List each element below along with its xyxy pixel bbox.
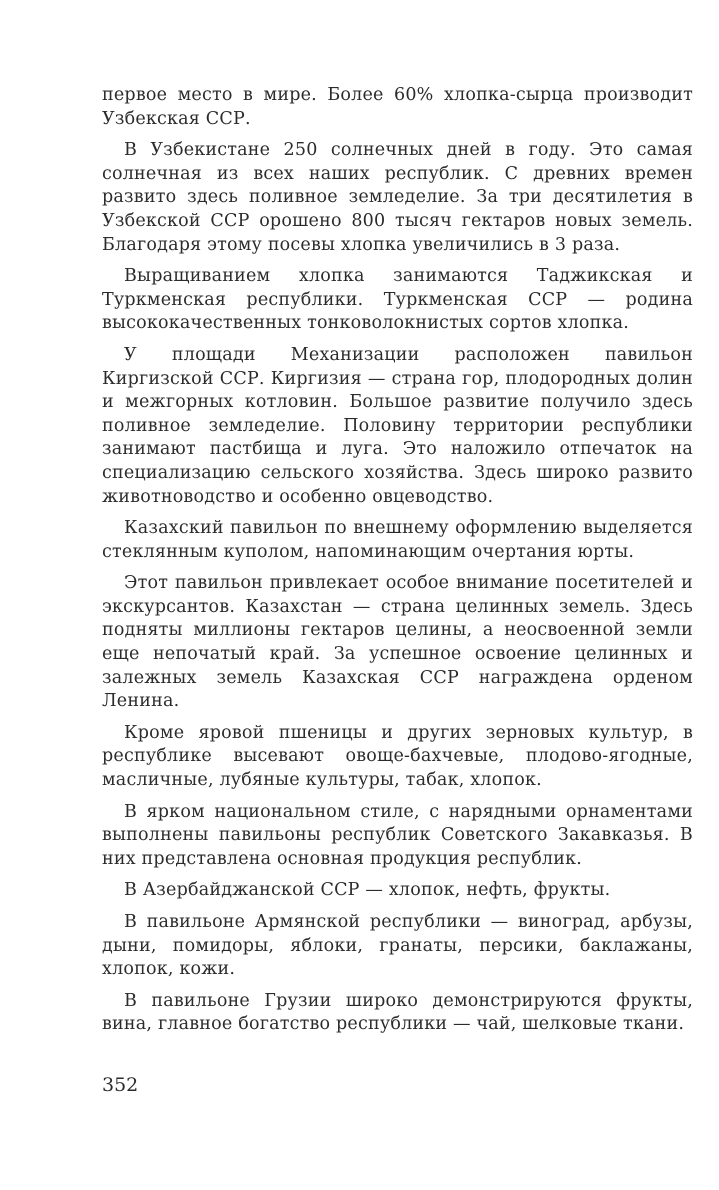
paragraph-kazakh-pavilion: Казахский павильон по внешнему оформлению выделяется стеклянным куполом, напоминающим очертания юрты. [102, 518, 693, 562]
paragraph-azerbaijan: В Азербайджанской ССР — хлопок, нефть, фрукты. [124, 880, 611, 901]
paragraph-armenia: В павильоне Армянской республики — виноград, арбузы, дыни, помидоры, яблоки, гранаты, персики, баклажаны, хлопок, кожи. [102, 912, 693, 980]
paragraph-transcaucasia: В ярком национальном стиле, с нарядными орнаментами выполнены павильоны республик Советского Закавказья. В них представлена основная продукция республик. [102, 801, 693, 869]
paragraph-continuation: первое место в мире. Более 60% хлопка-сырца производит Узбекская ССР. [102, 85, 693, 129]
paragraph-uzbekistan: В Узбекистане 250 солнечных дней в году. Это самая солнечная из всех наших республик. С древних времен развито здесь поливное земледелие. За три десятилетия в Узбекской ССР орошено 800 тысяч гектаров новых земель. Благодаря этому посевы хлопка увеличились в 3 раза. [102, 140, 693, 255]
paragraph-georgia: В павильоне Грузии широко демонстрируются фрукты, вина, главное богатство республики — чай, шелковые ткани. [102, 990, 693, 1035]
paragraph-tajik-turkmen: Выращиванием хлопка занимаются Таджикская и Туркменская республики. Туркменская ССР — родина высококачественных тонковолокнистых сортов хлопка. [102, 266, 693, 334]
paragraph-kyrgyz: У площади Механизации расположен павильон Киргизской ССР. Киргизия — страна гор, плодородных долин и межгорных котловин. Большое развитие получило здесь поливное земледелие. Половину территории республики занимают пастбища и луга. Это наложило отпечаток на специализацию сельского хозяйства. Здесь широко развито животноводство и особенно овцеводство. [102, 344, 693, 507]
page-body [102, 84, 693, 1045]
paragraph-kazakh-crops: Кроме яровой пшеницы и других зерновых культур, в республике высевают овоще-бахчевые, плодово-ягодные, масличные, лубяные культуры, табак, хлопок. [102, 722, 693, 791]
page-number: 352 [102, 1074, 139, 1096]
paragraph-kazakhstan: Этот павильон привлекает особое внимание посетителей и экскурсантов. Казахстан — страна целинных земель. Здесь подняты миллионы гектаров целины, а неосвоенной земли еще непочатый край. За успешное освоение целинных и залежных земель Казахская ССР награждена орденом Ленина. [102, 573, 693, 712]
